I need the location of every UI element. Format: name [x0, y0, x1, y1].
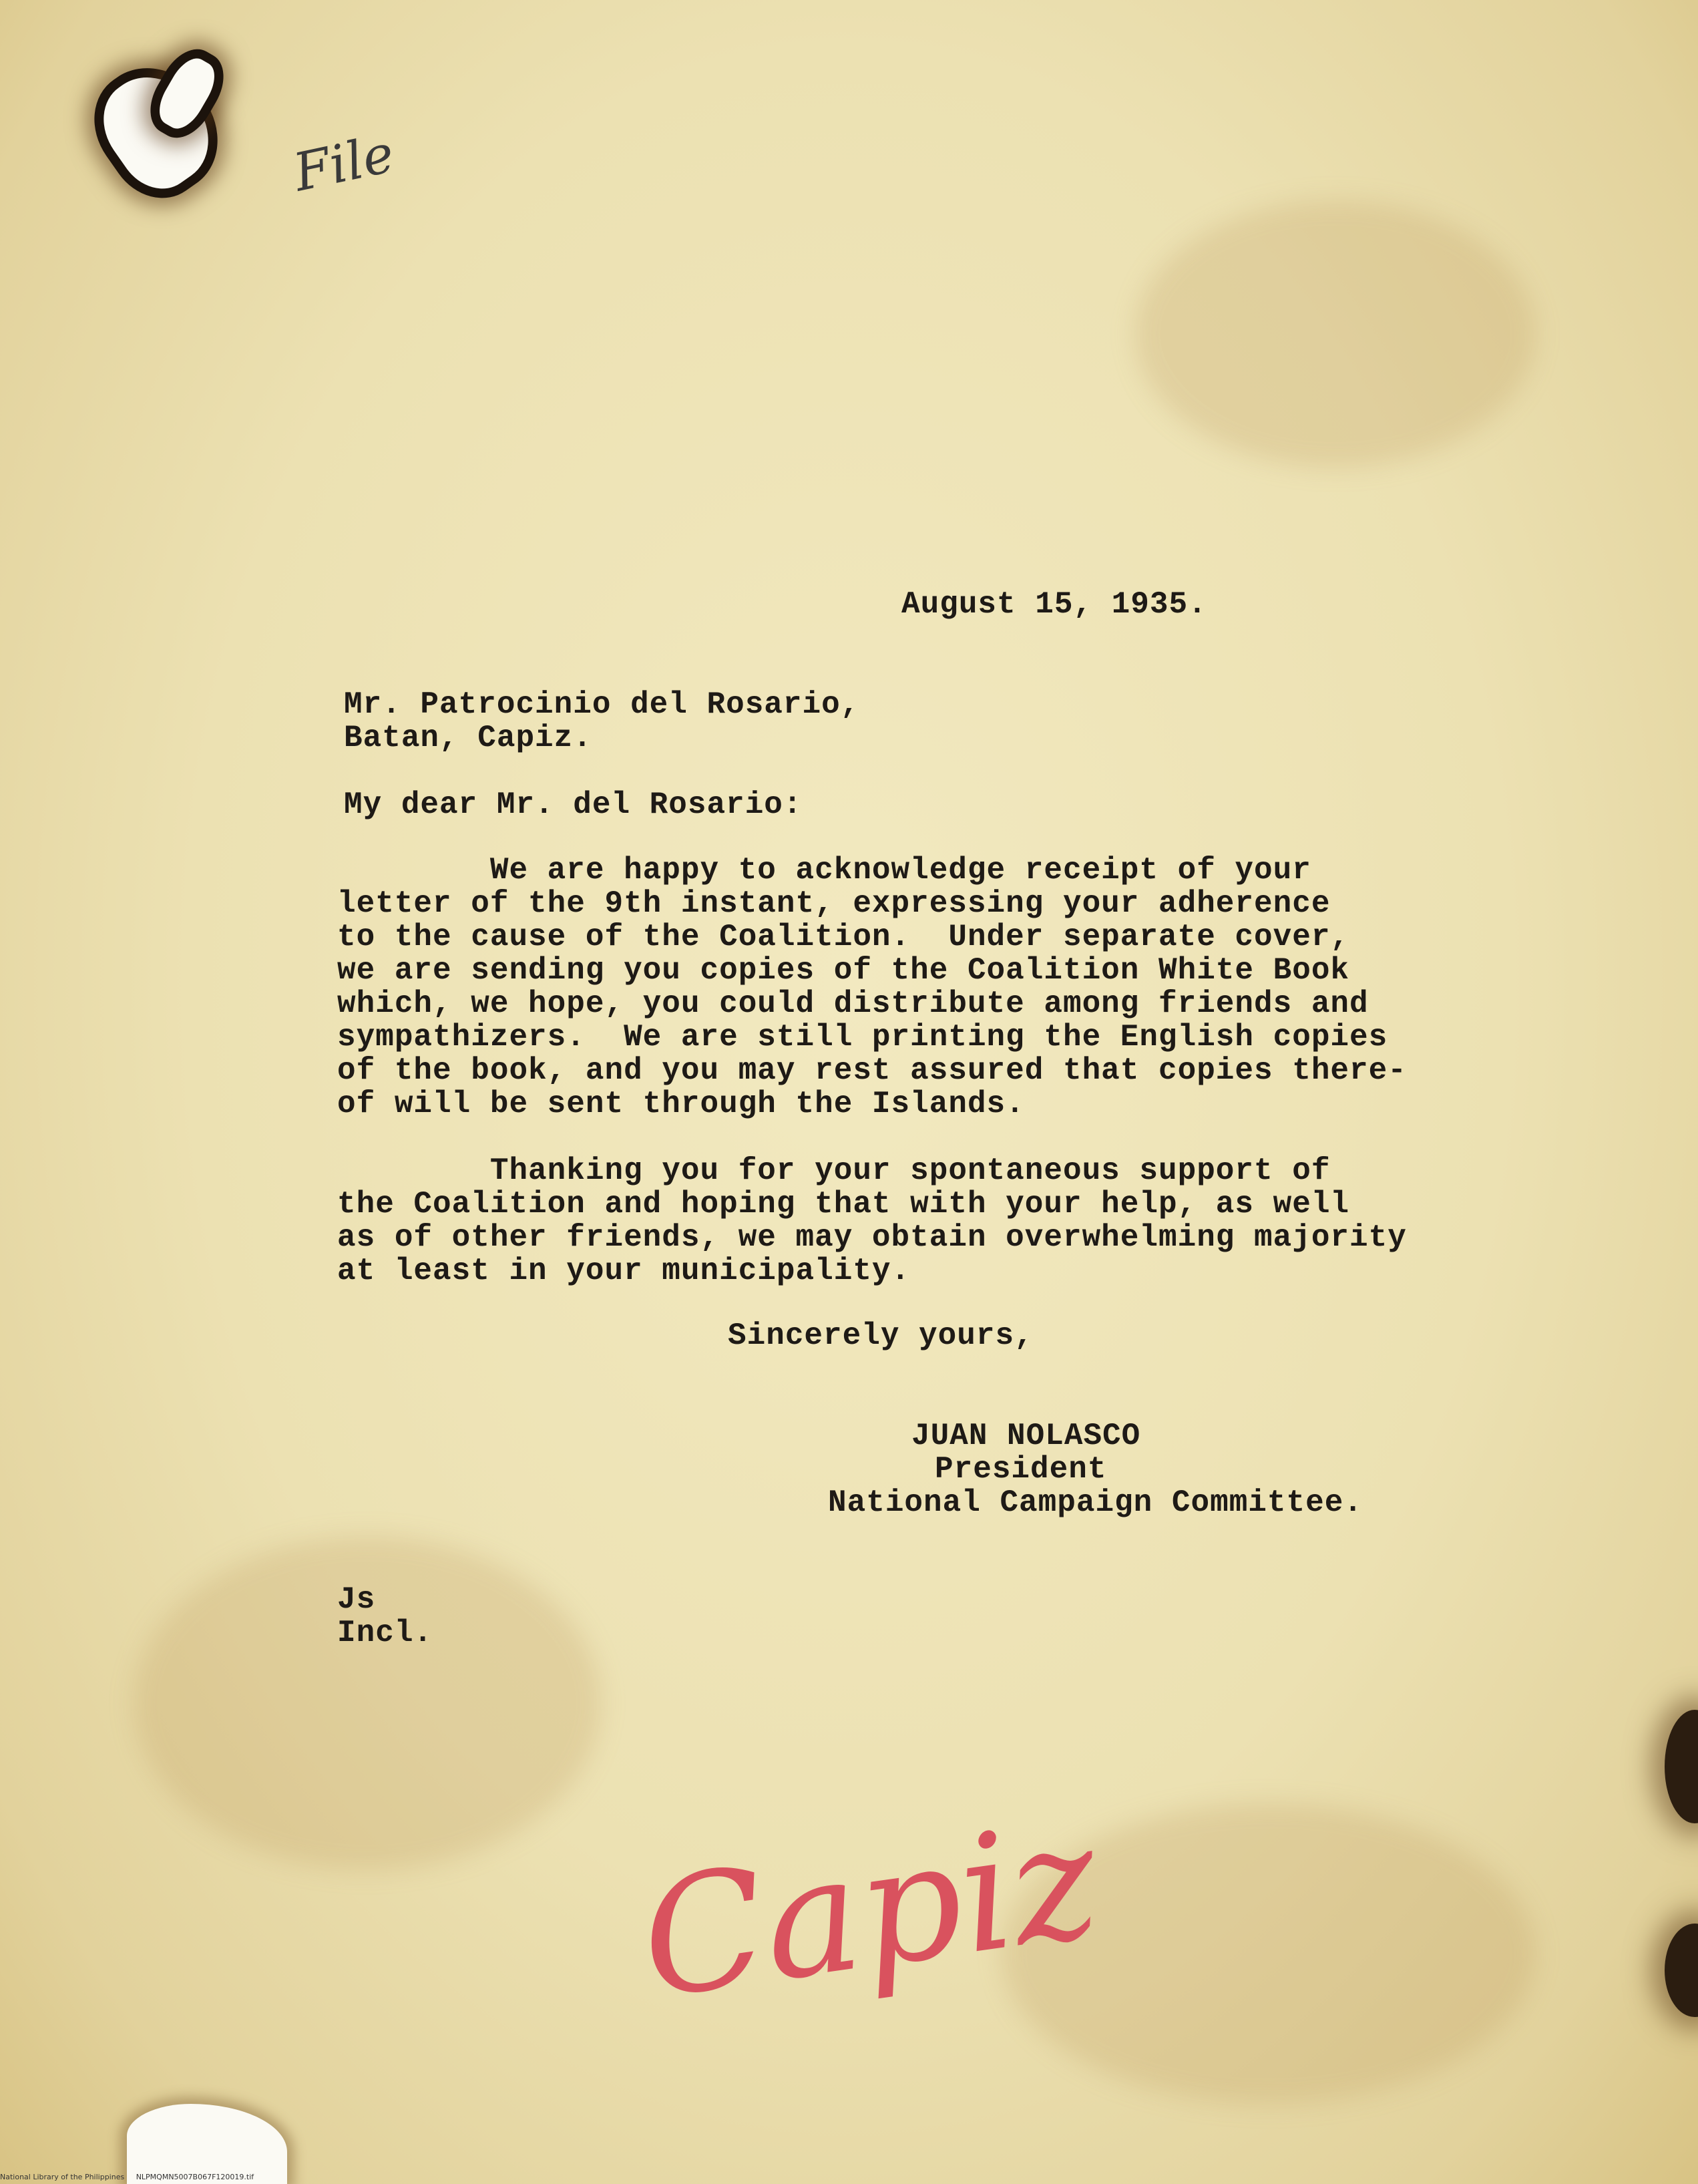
body-line: to the cause of the Coalition. Under separate cover, [337, 920, 1350, 954]
body-line: of the book, and you may rest assured that copies there- [337, 1053, 1407, 1088]
body-line: We are happy to acknowledge receipt of your [337, 853, 1311, 888]
body-line: letter of the 9th instant, expressing your adherence [337, 886, 1331, 921]
typist-initials: Js [337, 1582, 376, 1617]
edge-burn [1665, 1710, 1698, 1823]
enclosure-note: Incl. [337, 1616, 433, 1650]
signatory-organization: National Campaign Committee. [828, 1485, 1363, 1520]
body-line: of will be sent through the Islands. [337, 1087, 1025, 1121]
recipient-name: Mr. Patrocinio del Rosario, [344, 687, 860, 722]
capiz-red-pencil-note: Capiz [630, 1785, 1108, 2035]
torn-corner [127, 2104, 287, 2184]
file-pencil-note: File [288, 124, 399, 204]
body-line: as of other friends, we may obtain overwhelming majority [337, 1220, 1407, 1255]
body-line: the Coalition and hoping that with your help, as well [337, 1187, 1350, 1222]
edge-burn [1665, 1924, 1698, 2017]
body-line: Thanking you for your spontaneous support of [337, 1153, 1331, 1188]
stain [1135, 200, 1536, 468]
salutation: My dear Mr. del Rosario: [344, 787, 803, 822]
letter-date: August 15, 1935. [901, 587, 1207, 622]
body-line: which, we hope, you could distribute among friends and [337, 986, 1369, 1021]
body-line: sympathizers. We are still printing the English copies [337, 1020, 1388, 1055]
body-line: at least in your municipality. [337, 1254, 911, 1288]
archive-footer: National Library of the Philippines NLPMQMN5007B067F120019.tif [0, 2173, 254, 2181]
closing: Sincerely yours, [728, 1318, 1034, 1353]
body-line: we are sending you copies of the Coalition White Book [337, 953, 1350, 988]
signatory-name: JUAN NOLASCO [911, 1419, 1141, 1453]
recipient-address: Batan, Capiz. [344, 721, 592, 755]
signatory-title: President [935, 1452, 1107, 1487]
